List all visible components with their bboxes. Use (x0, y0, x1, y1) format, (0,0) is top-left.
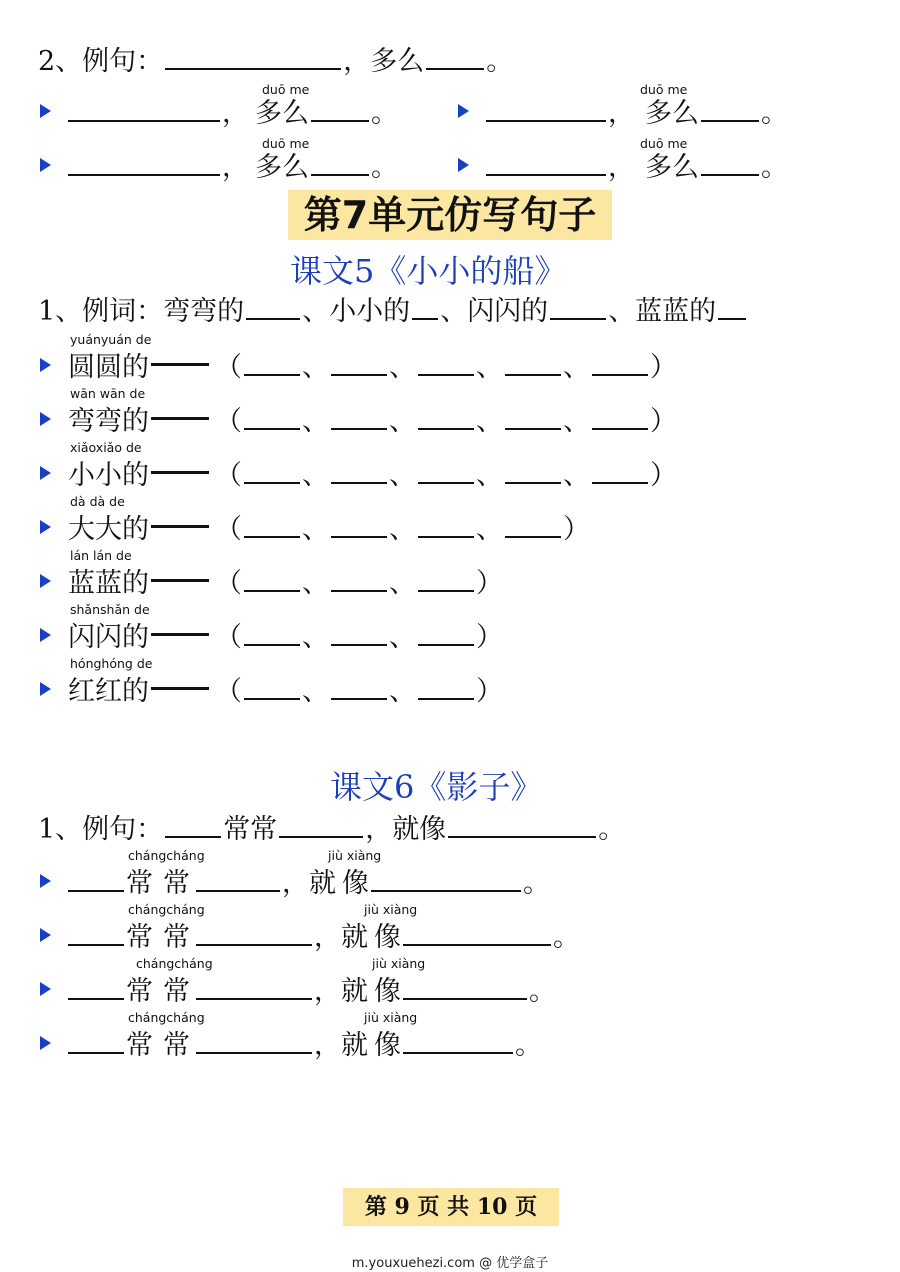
blank[interactable] (244, 512, 300, 538)
blank[interactable] (505, 350, 561, 376)
pinyin-label: jiù xiàng (364, 1010, 418, 1025)
unit-title: 第7单元仿写句子 (288, 190, 612, 240)
pinyin-label: dà dà de (70, 494, 125, 509)
duome-row: ， 多么 。 (484, 96, 788, 131)
blank[interactable] (244, 674, 300, 700)
blank[interactable] (244, 620, 300, 646)
bullet-triangle-icon (40, 928, 51, 942)
blank[interactable] (701, 96, 759, 122)
pinyin-label: hónghóng de (70, 656, 153, 671)
bullet-triangle-icon (40, 682, 51, 696)
word-row: 闪闪的 （ 、 、 ） (68, 622, 503, 653)
blank[interactable] (592, 458, 648, 484)
row-word: 圆圆的 (68, 352, 149, 383)
bullet-triangle-icon (40, 158, 51, 172)
pinyin-duome: duō me (640, 136, 688, 151)
pinyin-duome: duō me (262, 82, 310, 97)
row-word: 弯弯的 (68, 406, 149, 437)
word-row: 弯弯的 （ 、 、 、 、 ） (68, 406, 677, 437)
duome-word: 多么 (255, 152, 309, 183)
row-word: 大大的 (68, 514, 149, 545)
blank[interactable] (403, 974, 527, 1000)
dash (151, 471, 209, 474)
blank[interactable] (68, 96, 220, 122)
blank[interactable] (196, 866, 280, 892)
dash (151, 687, 209, 690)
dash (151, 579, 209, 582)
lesson5-title: 课文5《小小的船》 (290, 252, 567, 290)
bullet-triangle-icon (458, 104, 469, 118)
bullet-triangle-icon (40, 874, 51, 888)
blank[interactable] (448, 812, 596, 838)
word-row: 蓝蓝的 （ 、 、 ） (68, 568, 503, 599)
blank[interactable] (196, 1028, 312, 1054)
pinyin-label: chángcháng (136, 956, 213, 971)
bullet-triangle-icon (40, 104, 51, 118)
pinyin-duome: duō me (262, 136, 310, 151)
bullet-triangle-icon (40, 574, 51, 588)
blank[interactable] (418, 566, 474, 592)
pinyin-label: yuányuán de (70, 332, 152, 347)
bullet-triangle-icon (40, 982, 51, 996)
blank[interactable] (244, 458, 300, 484)
blank[interactable] (68, 1028, 124, 1054)
dash (151, 633, 209, 636)
blank[interactable] (418, 350, 474, 376)
blank[interactable] (331, 350, 387, 376)
pinyin-label: chángcháng (128, 1010, 205, 1025)
word-row: 大大的 （ 、 、 、 ） (68, 514, 590, 545)
blank[interactable] (486, 96, 606, 122)
pinyin-label: shǎnshǎn de (70, 602, 150, 617)
word-row: 圆圆的 （ 、 、 、 、 ） (68, 352, 677, 383)
pinyin-label: wān wān de (70, 386, 146, 401)
pinyin-label: chángcháng (128, 848, 205, 863)
blank[interactable] (331, 566, 387, 592)
row-word: 红红的 (68, 676, 149, 707)
pinyin-label: lán lán de (70, 548, 132, 563)
blank[interactable] (403, 920, 551, 946)
blank[interactable] (331, 404, 387, 430)
blank[interactable] (418, 458, 474, 484)
section2-example-line: 2、例句： ，多么 。 (38, 46, 514, 77)
blank[interactable] (165, 812, 221, 838)
blank[interactable] (165, 44, 341, 70)
pinyin-label: xiǎoxiǎo de (70, 440, 142, 455)
blank[interactable] (718, 294, 746, 320)
bullet-triangle-icon (40, 412, 51, 426)
blank[interactable] (196, 974, 312, 1000)
sentence-row: 常常 ，就像 。 (66, 920, 580, 955)
row-word: 小小的 (68, 460, 149, 491)
bullet-triangle-icon (40, 1036, 51, 1050)
pinyin-label: jiù xiàng (372, 956, 426, 971)
sentence-row: 常常 ，就像 。 (66, 1028, 542, 1063)
lesson6-title: 课文6《影子》 (330, 768, 543, 806)
blank[interactable] (592, 404, 648, 430)
sentence-row: 常常 ，就像 。 (66, 974, 556, 1009)
blank[interactable] (331, 620, 387, 646)
pinyin-label: chángcháng (128, 902, 205, 917)
blank[interactable] (196, 920, 312, 946)
dash (151, 417, 209, 420)
blank[interactable] (412, 294, 438, 320)
blank[interactable] (550, 294, 606, 320)
bullet-triangle-icon (40, 358, 51, 372)
blank[interactable] (68, 866, 124, 892)
blank[interactable] (418, 512, 474, 538)
sentence-row: 常常 ，就像 。 (66, 866, 550, 901)
blank[interactable] (701, 150, 759, 176)
pinyin-duome: duō me (640, 82, 688, 97)
duome-row: ， 多么 。 (484, 150, 788, 185)
blank[interactable] (418, 404, 474, 430)
blank[interactable] (244, 566, 300, 592)
blank[interactable] (371, 866, 521, 892)
duome-row: ， 多么 。 (66, 150, 398, 185)
blank[interactable] (244, 404, 300, 430)
bullet-triangle-icon (40, 520, 51, 534)
blank[interactable] (68, 920, 124, 946)
blank[interactable] (279, 812, 363, 838)
blank[interactable] (418, 674, 474, 700)
row-word: 蓝蓝的 (68, 568, 149, 599)
blank[interactable] (505, 458, 561, 484)
pinyin-label: jiù xiàng (364, 902, 418, 917)
blank[interactable] (311, 96, 369, 122)
section2-prefix: 2、例句： (38, 46, 164, 77)
lesson6-example-line: 1、例句： 常常 ，就像 。 (38, 814, 626, 845)
duome-word: 多么 (370, 46, 425, 77)
blank[interactable] (592, 350, 648, 376)
bullet-triangle-icon (40, 628, 51, 642)
bullet-triangle-icon (458, 158, 469, 172)
pinyin-label: jiù xiàng (328, 848, 382, 863)
duome-word: 多么 (645, 152, 699, 183)
dash (151, 525, 209, 528)
blank[interactable] (246, 294, 300, 320)
lesson5-example-line: 1、例词：弯弯的 、小小的 、闪闪的 、蓝蓝的 (38, 294, 748, 329)
row-word: 闪闪的 (68, 622, 149, 653)
word-row: 小小的 （ 、 、 、 、 ） (68, 460, 677, 491)
blank[interactable] (331, 674, 387, 700)
blank[interactable] (68, 150, 220, 176)
duome-word: 多么 (645, 98, 699, 129)
blank[interactable] (331, 512, 387, 538)
blank[interactable] (505, 404, 561, 430)
blank[interactable] (505, 512, 561, 538)
bullet-triangle-icon (40, 466, 51, 480)
site-credit: m.youxuehezi.com @ 优学盒子 (351, 1256, 549, 1271)
duome-row: ， 多么 。 (66, 96, 398, 131)
blank[interactable] (68, 974, 124, 1000)
blank[interactable] (486, 150, 606, 176)
page-indicator: 第 9 页 共 10 页 (343, 1188, 559, 1226)
dash (151, 363, 209, 366)
blank[interactable] (403, 1028, 513, 1054)
word-row: 红红的 （ 、 、 ） (68, 676, 503, 707)
blank[interactable] (426, 44, 484, 70)
duome-word: 多么 (255, 98, 309, 129)
blank[interactable] (244, 350, 300, 376)
blank[interactable] (331, 458, 387, 484)
blank[interactable] (311, 150, 369, 176)
blank[interactable] (418, 620, 474, 646)
